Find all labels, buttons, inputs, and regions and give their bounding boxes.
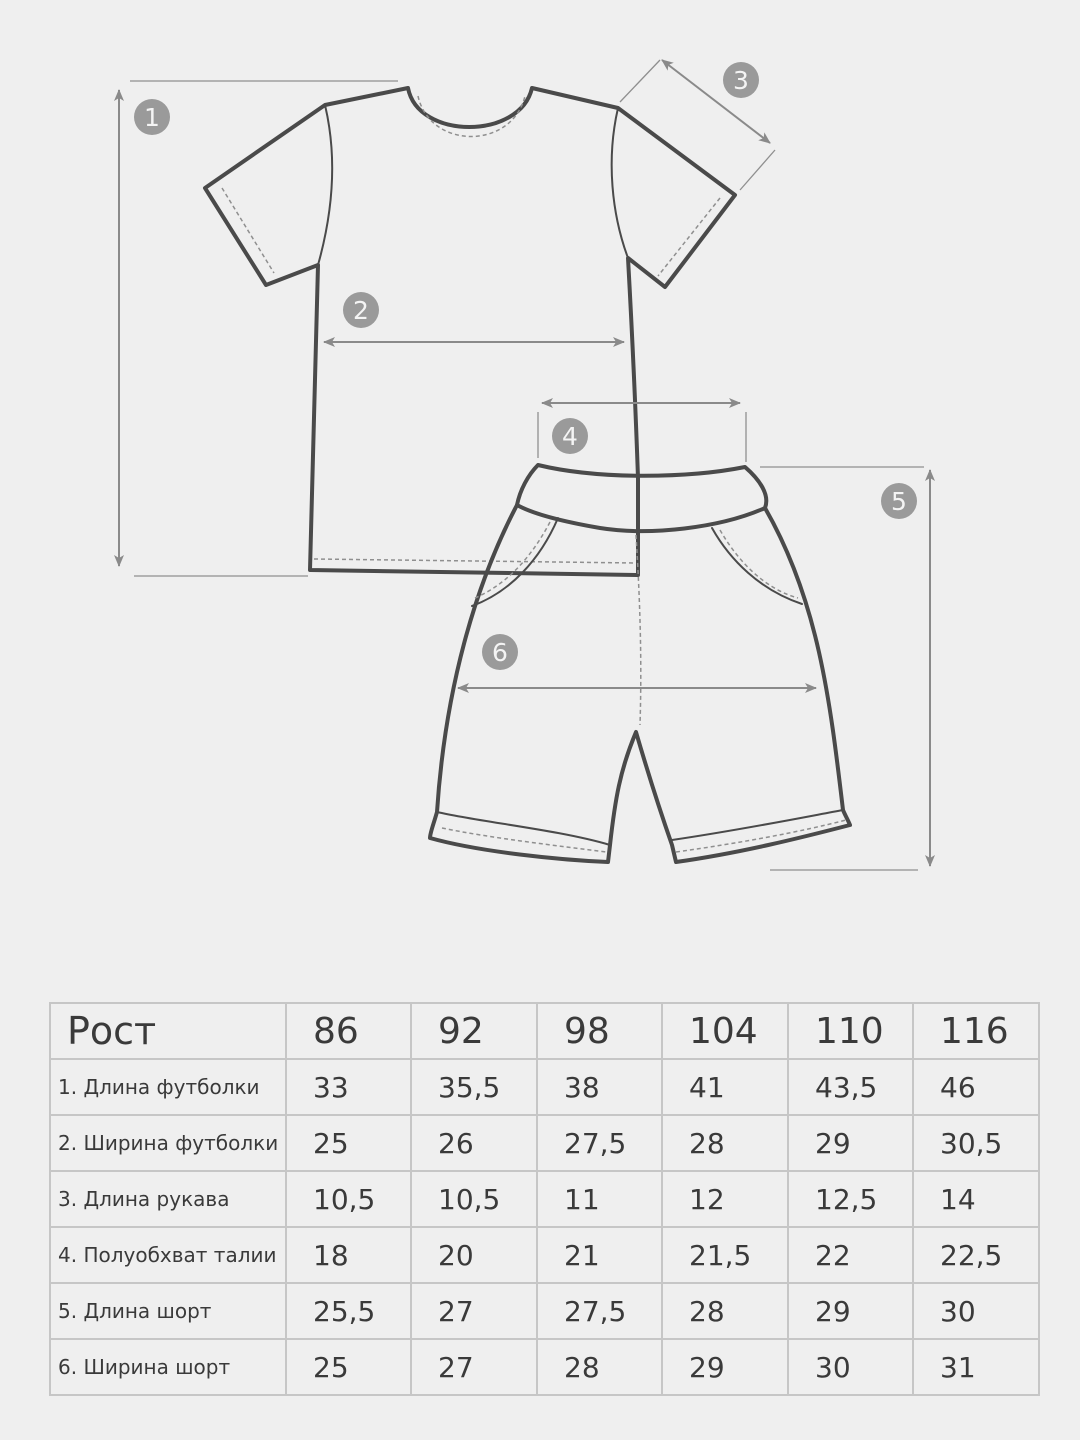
table-cell: 30 [913,1283,1039,1339]
table-cell: 27 [411,1283,537,1339]
table-cell: 30,5 [913,1115,1039,1171]
header-height-label: Рост [50,1003,286,1059]
guide-lines [130,60,924,870]
header-size-cell: 116 [913,1003,1039,1059]
table-cell: 12 [662,1171,788,1227]
table-row [50,1283,1039,1339]
table-cell: 33 [286,1059,411,1115]
table-cell: 25,5 [286,1283,411,1339]
marker-6 [482,634,518,670]
table-cell: 10,5 [286,1171,411,1227]
table-cell: 22 [788,1227,913,1283]
table-row [50,1059,1039,1115]
table-cell: 28 [662,1283,788,1339]
table-cell: 14 [913,1171,1039,1227]
table-cell: 12,5 [788,1171,913,1227]
table-header-row [50,1003,1039,1059]
table-cell: 27,5 [537,1283,662,1339]
table-cell: 29 [662,1339,788,1395]
tshirt-outline [205,88,735,575]
table-cell: 31 [913,1339,1039,1395]
table-cell: 27 [411,1339,537,1395]
table-cell: 29 [788,1283,913,1339]
table-cell: 38 [537,1059,662,1115]
table-row [50,1171,1039,1227]
table-cell: 11 [537,1171,662,1227]
table-cell: 27,5 [537,1115,662,1171]
marker-3-label: 3 [733,66,749,95]
header-size-cell: 98 [537,1003,662,1059]
header-size-cell: 86 [286,1003,411,1059]
table-cell: 20 [411,1227,537,1283]
row-label: 1. Длина футболки [50,1059,286,1115]
table-cell: 41 [662,1059,788,1115]
table-cell: 30 [788,1339,913,1395]
table-row [50,1227,1039,1283]
table-cell: 35,5 [411,1059,537,1115]
marker-3 [723,62,759,98]
table-cell: 29 [788,1115,913,1171]
table-cell: 21,5 [662,1227,788,1283]
table-cell: 25 [286,1115,411,1171]
header-size-cell: 110 [788,1003,913,1059]
table-cell: 21 [537,1227,662,1283]
table-cell: 46 [913,1059,1039,1115]
table-row [50,1339,1039,1395]
marker-1 [134,99,170,135]
row-label: 3. Длина рукава [50,1171,286,1227]
row-label: 6. Ширина шорт [50,1339,286,1395]
table-cell: 22,5 [913,1227,1039,1283]
marker-5 [881,483,917,519]
table-cell: 43,5 [788,1059,913,1115]
marker-5-label: 5 [891,487,907,516]
row-label: 4. Полуобхват талии [50,1227,286,1283]
measure-arrows [119,60,930,866]
size-table [49,1002,1040,1396]
marker-1-label: 1 [144,103,160,132]
row-label: 5. Длина шорт [50,1283,286,1339]
tshirt-stitching [222,96,720,563]
header-size-cell: 92 [411,1003,537,1059]
table-cell: 10,5 [411,1171,537,1227]
marker-4-label: 4 [562,422,578,451]
header-size-cell: 104 [662,1003,788,1059]
table-cell: 26 [411,1115,537,1171]
table-cell: 18 [286,1227,411,1283]
row-label: 2. Ширина футболки [50,1115,286,1171]
table-cell: 25 [286,1339,411,1395]
table-cell: 28 [662,1115,788,1171]
table-row [50,1115,1039,1171]
marker-2-label: 2 [353,296,369,325]
marker-2 [343,292,379,328]
table-cell: 28 [537,1339,662,1395]
marker-4 [552,418,588,454]
marker-6-label: 6 [492,638,508,667]
